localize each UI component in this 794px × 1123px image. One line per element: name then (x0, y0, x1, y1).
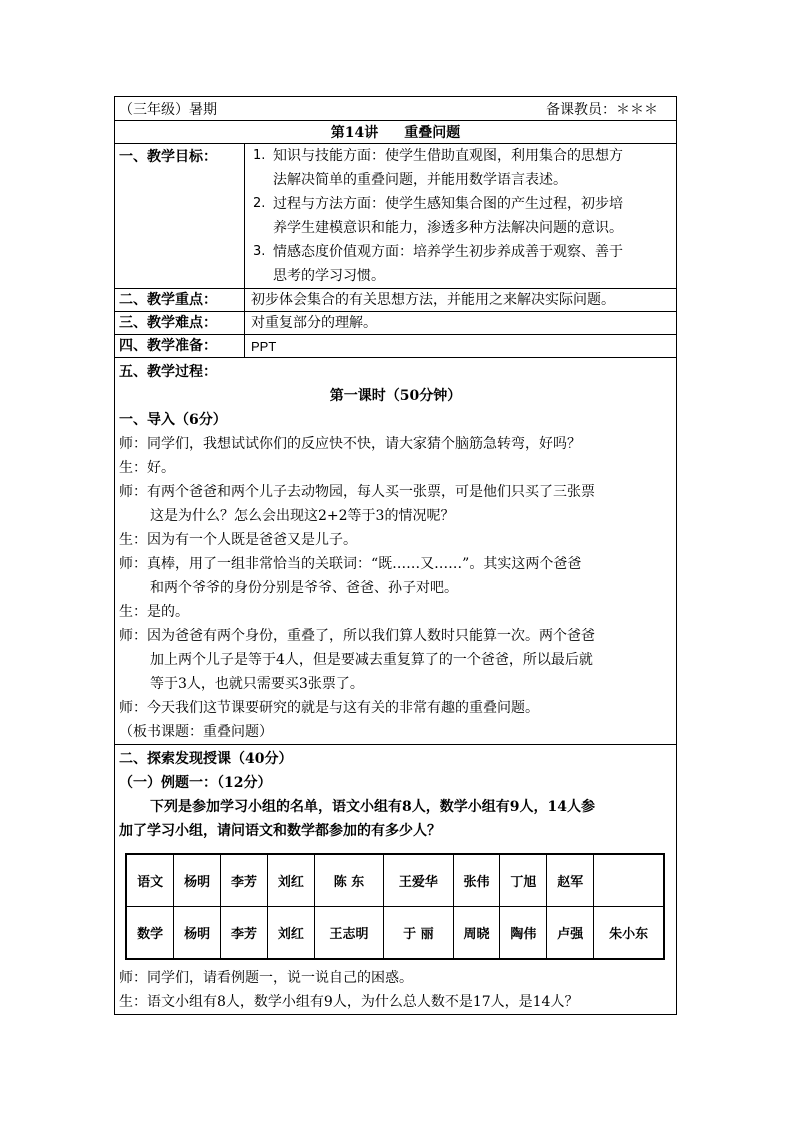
problem-line: 加了学习小组，请问语文和数学都参加的有多少人？ (119, 823, 441, 839)
goal-item: 1. 知识与技能方面：使学生借助直观图，利用集合的思想方 法解决简单的重叠问题，并能用数学语言表述。 (253, 148, 623, 188)
difficulty-value: 对重复部分的理解。 (251, 315, 377, 331)
teacher-field: 备课教员：＊＊＊ (546, 101, 658, 118)
example-heading: （一）例题一：（12分） (119, 775, 272, 791)
process-label: 五、教学过程： (119, 364, 217, 380)
lesson-plan-page (114, 96, 677, 1015)
dialogue-line: 师：因为爸爸有两个身份，重叠了，所以我们算人数时只能算一次。两个爸爸 (119, 628, 595, 644)
roster-cell (594, 854, 664, 907)
dialogue-line: 和两个爷爷的身份分别是爷爷、爸爸、孙子对吧。 (150, 580, 458, 596)
table-row (126, 907, 664, 960)
prep-label: 四、教学准备： (115, 335, 245, 357)
goal-item: 3. 情感态度价值观方面：培养学生初步养成善于观察、善于 思考的学习习惯。 (253, 244, 623, 284)
roster-cell: 于 丽 (384, 907, 453, 960)
keypoint-row (115, 289, 676, 312)
roster-cell: 刘红 (267, 854, 314, 907)
dialogue-line: 师：同学们，请看例题一，说一说自己的困惑。 (119, 970, 413, 986)
process-intro-section (115, 358, 676, 745)
difficulty-label: 三、教学难点： (115, 312, 245, 334)
roster-cell: 陈 东 (314, 854, 383, 907)
roster-subject: 数学 (126, 907, 174, 960)
roster-cell: 丁旭 (500, 854, 547, 907)
goal-item: 2. 过程与方法方面：使学生感知集合图的产生过程，初步培 养学生建模意识和能力，渗透多种方法解决问题的意识。 (253, 196, 623, 236)
goals-label: 一、教学目标： (115, 144, 245, 288)
dialogue-line: 师：同学们，我想试试你们的反应快不快，请大家猜个脑筋急转弯，好吗？ (119, 436, 581, 452)
lesson-plan-table (114, 96, 677, 1015)
dialogue-line: 生：好。 (119, 460, 175, 476)
roster-cell: 李芳 (221, 854, 268, 907)
roster-cell: 陶伟 (500, 907, 547, 960)
roster-cell: 朱小东 (594, 907, 664, 960)
keypoint-label: 二、教学重点： (115, 289, 245, 311)
grade-term: （三年级）暑期 (119, 101, 217, 118)
table-row (126, 854, 664, 907)
roster-cell: 周晓 (453, 907, 500, 960)
dialogue-line: 生：语文小组有8人，数学小组有9人，为什么总人数不是17人，是14人？ (119, 994, 579, 1010)
roster-cell: 杨明 (174, 907, 221, 960)
roster-cell: 张伟 (453, 854, 500, 907)
prep-value: PPT (251, 339, 277, 354)
study-group-roster (125, 853, 665, 960)
explore-section (115, 745, 676, 1014)
lecture-number: 第14讲 (330, 125, 379, 141)
dialogue-line: 师：今天我们这节课要研究的就是与这有关的非常有趣的重叠问题。 (119, 700, 539, 716)
goals-list (253, 144, 670, 288)
dialogue-line: 加上两个儿子是等于4人，但是要减去重复算了的一个爸爸，所以最后就 (150, 652, 593, 668)
board-note: （板书课题：重叠问题） (119, 724, 273, 740)
roster-cell: 王爱华 (384, 854, 453, 907)
header-row (115, 97, 676, 121)
dialogue-line: 这是为什么？怎么会出现这2+2等于3的情况呢？ (150, 508, 455, 524)
roster-cell: 李芳 (221, 907, 268, 960)
dialogue-line: 生：因为有一个人既是爸爸又是儿子。 (119, 532, 357, 548)
dialogue-line: 生：是的。 (119, 604, 189, 620)
explore-heading: 二、探索发现授课（40分） (119, 751, 293, 767)
roster-cell: 卢强 (547, 907, 594, 960)
problem-line: 下列是参加学习小组的名单，语文小组有8人，数学小组有9人，14人参 (150, 799, 595, 815)
intro-heading: 一、导入（6分） (119, 412, 227, 428)
goals-row (115, 144, 676, 289)
dialogue-line: 师：真棒，用了一组非常恰当的关联词：“既……又……”。其实这两个爸爸 (119, 556, 582, 572)
dialogue-line: 师：有两个爸爸和两个儿子去动物园，每人买一张票，可是他们只买了三张票 (119, 484, 595, 500)
prep-row (115, 335, 676, 358)
keypoint-value: 初步体会集合的有关思想方法，并能用之来解决实际问题。 (251, 292, 615, 308)
title-row (115, 121, 676, 144)
roster-subject: 语文 (126, 854, 174, 907)
roster-cell: 杨明 (174, 854, 221, 907)
difficulty-row (115, 312, 676, 335)
roster-cell: 赵军 (547, 854, 594, 907)
dialogue-line: 等于3人，也就只需要买3张票了。 (150, 676, 364, 692)
lecture-topic: 重叠问题 (404, 125, 461, 141)
roster-cell: 王志明 (314, 907, 383, 960)
roster-cell: 刘红 (267, 907, 314, 960)
session-title: 第一课时（50分钟） (329, 388, 462, 404)
